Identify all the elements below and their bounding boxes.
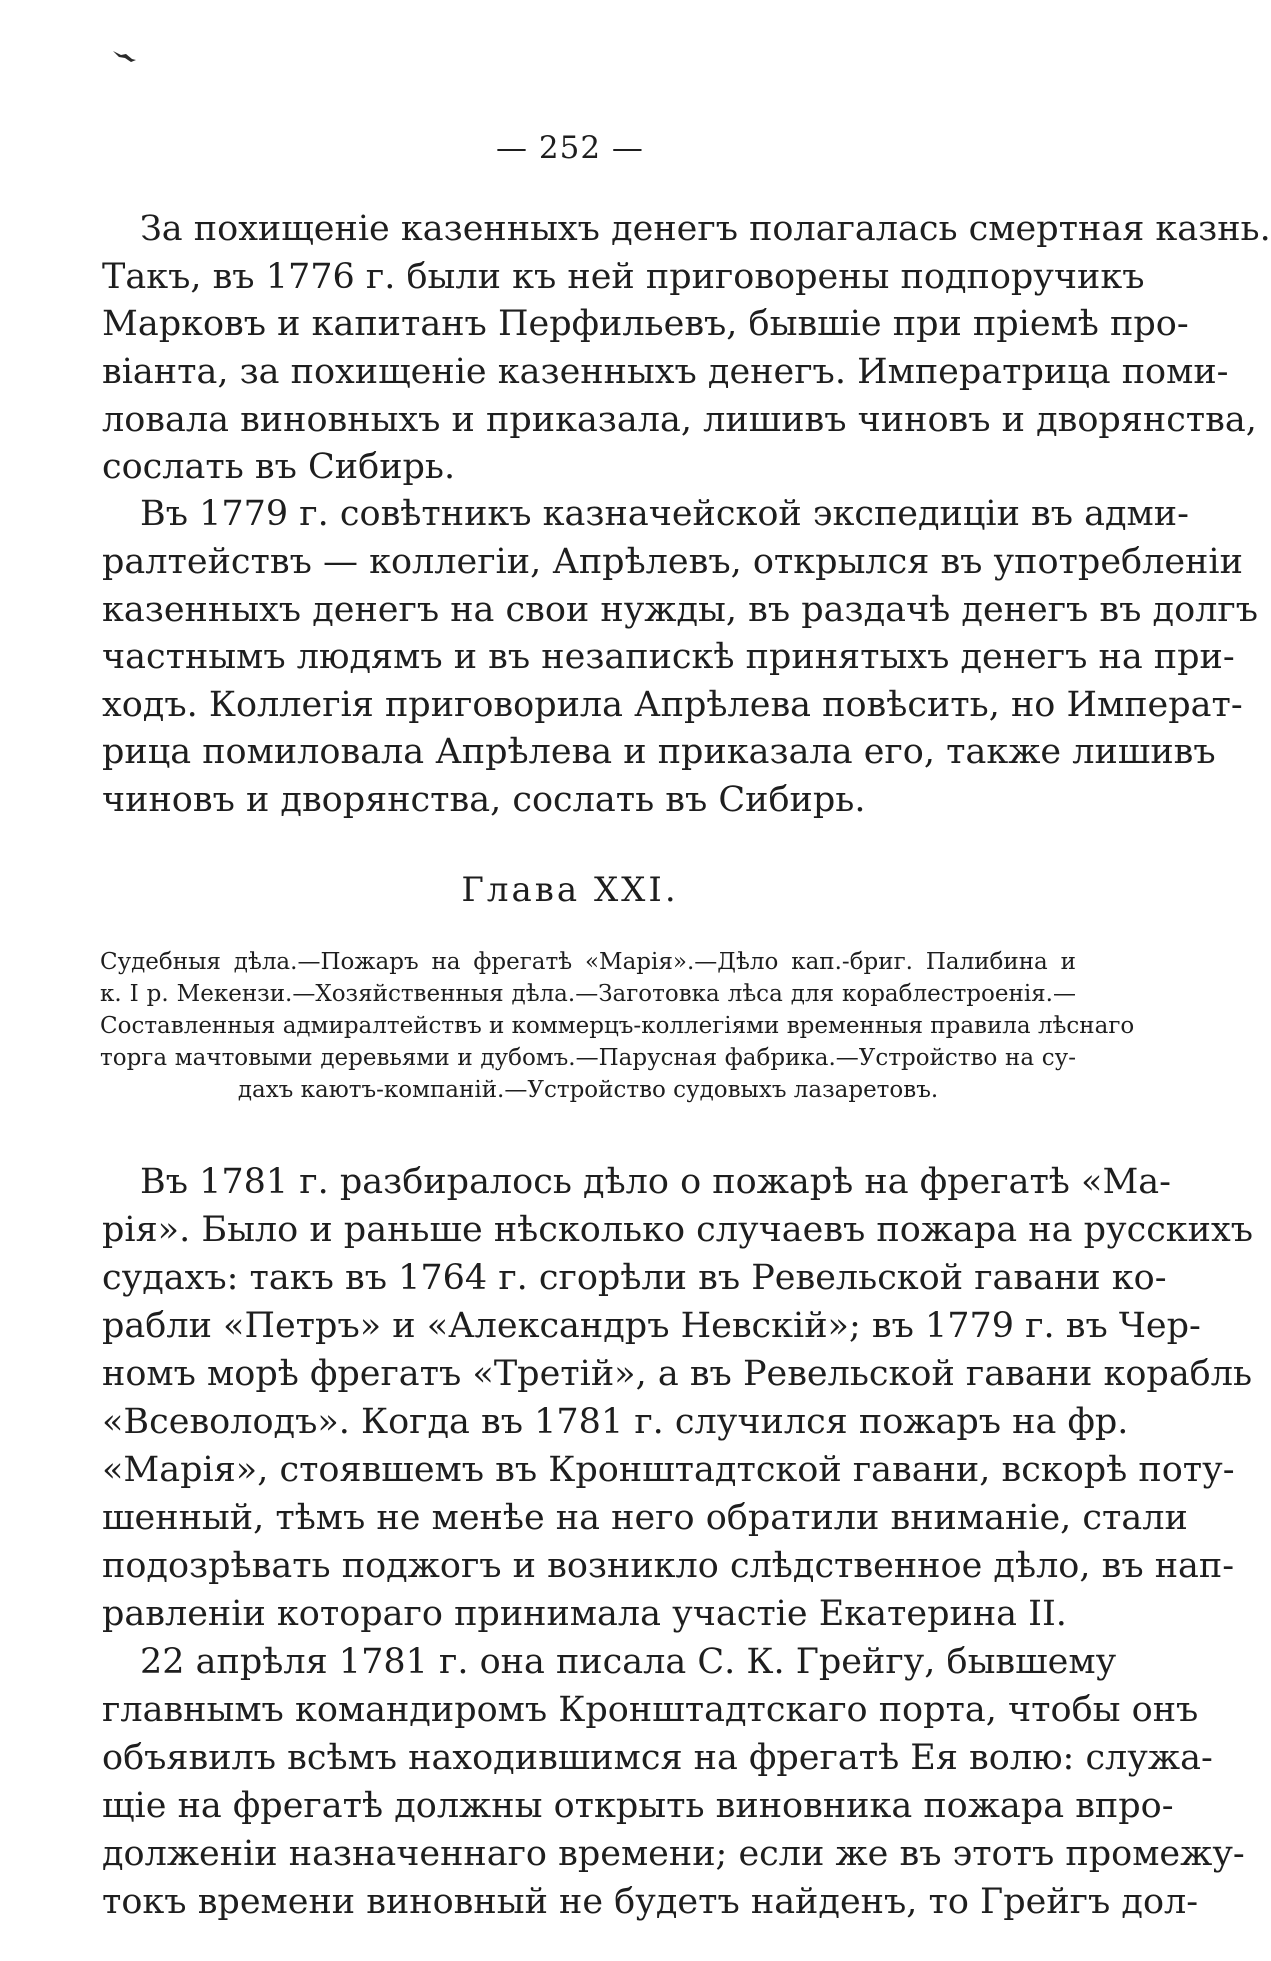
ink-speck (112, 48, 138, 64)
text-line: главнымъ командиромъ Кронштадтскаго порта, чтобы онъ (102, 1690, 1199, 1730)
text-line: За похищеніе казенныхъ денегъ полагалась смертная казнь. (140, 209, 1271, 249)
summary-line: Судебныя дѣла.—Пожаръ на фрегатѣ «Марія».—Дѣло кап.-бриг. Палибина и (100, 949, 1076, 975)
text-line: Марковъ и капитанъ Перфильевъ, бывшіе при пріемѣ про- (102, 304, 1189, 344)
text-line: объявилъ всѣмъ находившимся на фрегатѣ Ея волю: служа- (102, 1738, 1213, 1778)
text-line: шенный, тѣмъ не менѣе на него обратили вниманіе, стали (102, 1498, 1188, 1538)
text-line: «Всеволодъ». Когда въ 1781 г. случился пожаръ на фр. (102, 1402, 1129, 1442)
text-line: ходъ. Коллегія приговорила Апрѣлева повѣсить, но Императ- (102, 685, 1243, 725)
text-line: «Марія», стоявшемъ въ Кронштадтской гавани, вскорѣ поту- (102, 1450, 1235, 1490)
text-line: подозрѣвать поджогъ и возникло слѣдственное дѣло, въ нап- (102, 1546, 1235, 1586)
summary-line: к. I р. Мекензи.—Хозяйственныя дѣла.—Заготовка лѣса для кораблестроенія.— (100, 981, 1076, 1007)
text-line: Въ 1779 г. совѣтникъ казначейской экспедиціи въ адми- (140, 494, 1189, 534)
text-line: щіе на фрегатѣ должны открыть виновника пожара впро- (102, 1786, 1174, 1826)
chapter-title: Глава XXI. (461, 870, 679, 910)
text-line: судахъ: такъ въ 1764 г. сгорѣли въ Ревельской гавани ко- (102, 1258, 1167, 1298)
summary-line: торга мачтовыми деревьями и дубомъ.—Парусная фабрика.—Устройство на су- (100, 1045, 1076, 1071)
text-line: токъ времени виновный не будетъ найденъ, то Грейгъ дол- (102, 1882, 1199, 1922)
text-line: рія». Было и раньше нѣсколько случаевъ пожара на русскихъ (102, 1210, 1254, 1250)
text-line: частнымъ людямъ и въ незапискѣ принятыхъ денегъ на при- (102, 637, 1235, 677)
text-line: сослать въ Сибирь. (102, 447, 456, 487)
text-line: долженіи назначеннаго времени; если же въ этотъ промежу- (102, 1834, 1245, 1874)
text-line: рабли «Петръ» и «Александръ Невскій»; въ 1779 г. въ Чер- (102, 1306, 1201, 1346)
text-line: равленіи котораго принимала участіе Екатерина II. (102, 1594, 1067, 1634)
page-number: — 252 — (496, 130, 644, 166)
text-line: ралтействъ — коллегіи, Апрѣлевъ, открылся въ употребленіи (102, 542, 1243, 582)
text-line: віанта, за похищеніе казенныхъ денегъ. Императрица поми- (102, 352, 1229, 392)
text-line: рица помиловала Апрѣлева и приказала его, также лишивъ (102, 732, 1216, 772)
text-line: Въ 1781 г. разбиралось дѣло о пожарѣ на фрегатѣ «Ма- (140, 1162, 1171, 1202)
text-line: казенныхъ денегъ на свои нужды, въ раздачѣ денегъ въ долгъ (102, 590, 1258, 630)
text-line: чиновъ и дворянства, сослать въ Сибирь. (102, 780, 866, 820)
text-line: ловала виновныхъ и приказала, лишивъ чиновъ и дворянства, (102, 400, 1257, 440)
text-line: Такъ, въ 1776 г. были къ ней приговорены подпоручикъ (102, 257, 1145, 297)
text-line: 22 апрѣля 1781 г. она писала С. К. Грейгу, бывшему (140, 1642, 1117, 1682)
text-line: номъ морѣ фрегатъ «Третій», а въ Ревельской гавани корабль (102, 1354, 1253, 1394)
summary-line: Составленныя адмиралтействъ и коммерцъ-коллегіями временныя правила лѣснаго (100, 1013, 1135, 1039)
summary-line: дахъ каютъ-компаній.—Устройство судовыхъ лазаретовъ. (237, 1077, 939, 1103)
